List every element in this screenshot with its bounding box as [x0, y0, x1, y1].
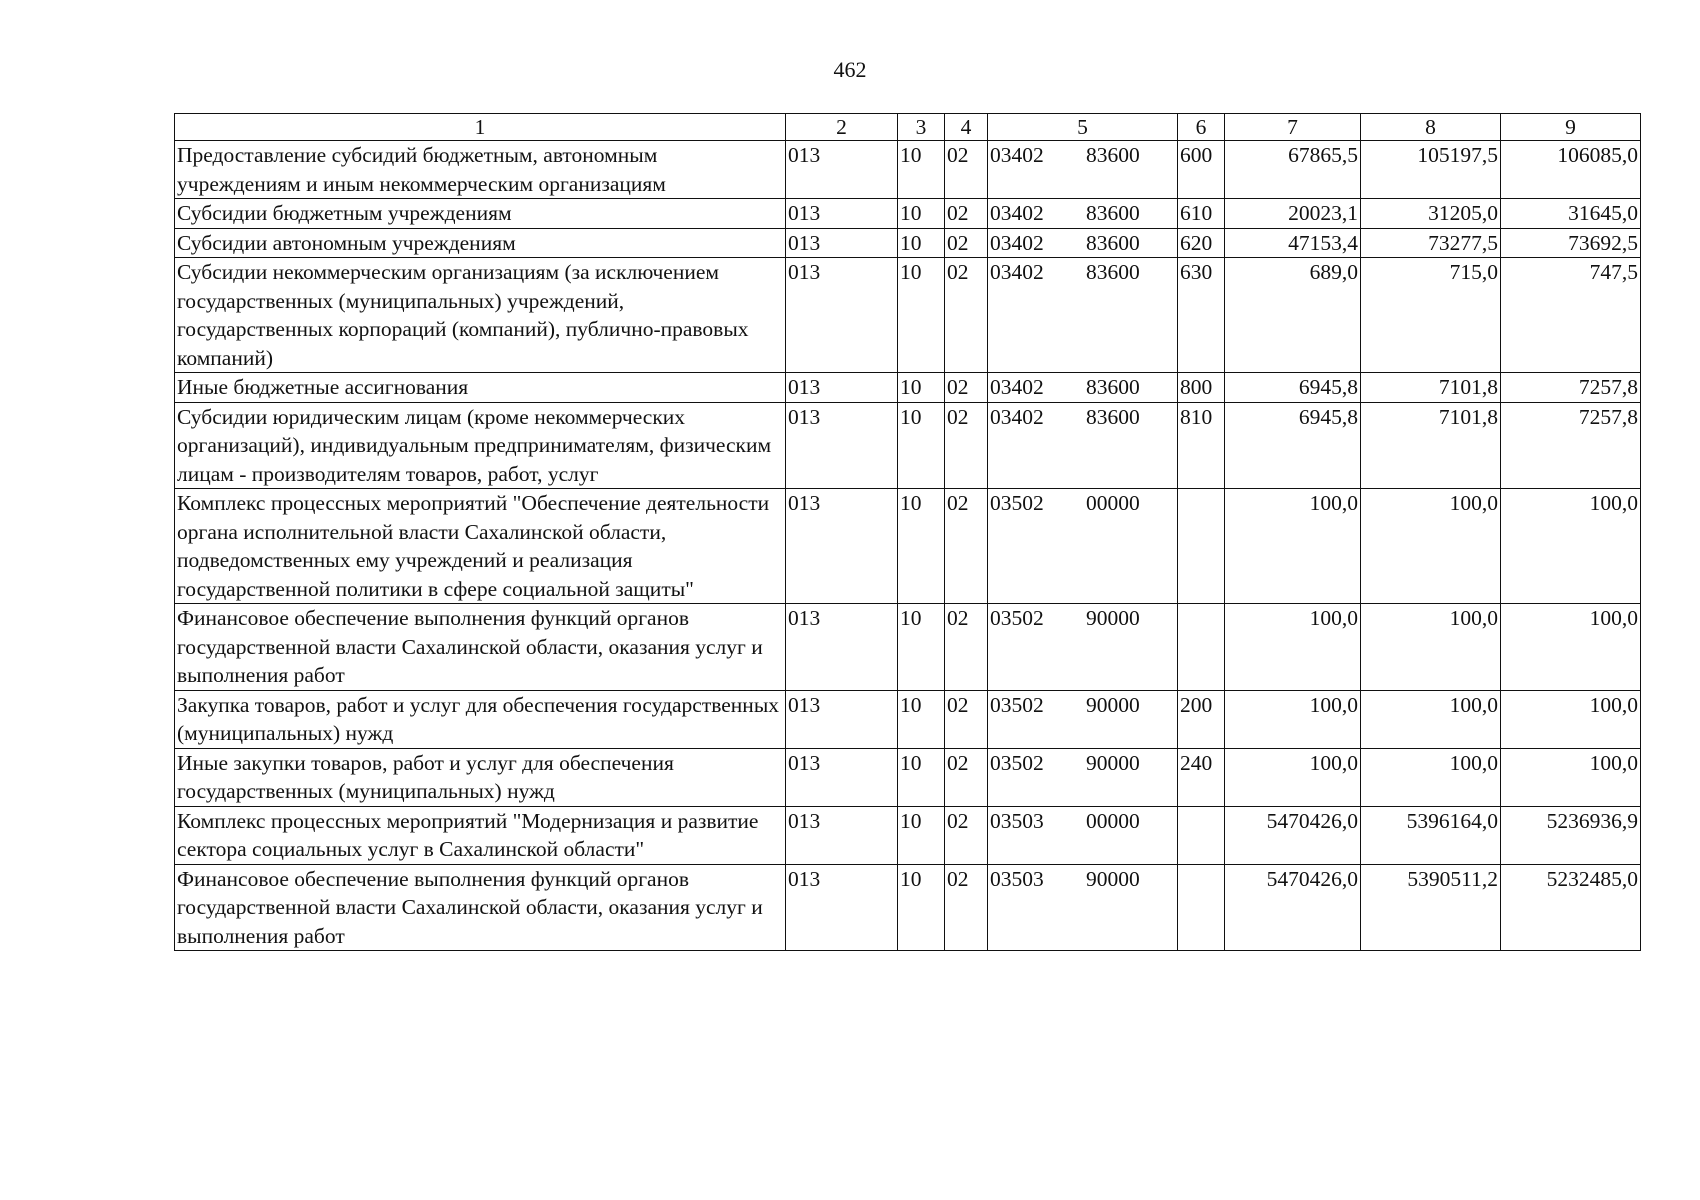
section-code: 10 — [898, 258, 945, 373]
target-article-code — [988, 141, 1178, 199]
table-row — [175, 258, 1641, 373]
row-name: Финансовое обеспечение выполнения функций органов государственной власти Сахалинской области, оказания услуг и выполнения работ — [175, 604, 786, 691]
section-code: 10 — [898, 748, 945, 806]
section-code: 10 — [898, 228, 945, 258]
amount-col7: 6945,8 — [1225, 373, 1361, 403]
target-article-code — [988, 806, 1178, 864]
section-code: 10 — [898, 864, 945, 951]
ministry-code: 013 — [786, 141, 898, 199]
expense-type-code: 810 — [1178, 402, 1225, 489]
section-code: 10 — [898, 373, 945, 403]
table-row — [175, 228, 1641, 258]
amount-col8: 100,0 — [1361, 690, 1501, 748]
expense-type-code — [1178, 864, 1225, 951]
table-row — [175, 141, 1641, 199]
row-name: Предоставление субсидий бюджетным, автономным учреждениям и иным некоммерческим организациям — [175, 141, 786, 199]
amount-col9: 7257,8 — [1501, 373, 1641, 403]
target-article-code — [988, 489, 1178, 604]
ministry-code: 013 — [786, 402, 898, 489]
section-code: 10 — [898, 690, 945, 748]
row-name: Иные закупки товаров, работ и услуг для обеспечения государственных (муниципальных) нужд — [175, 748, 786, 806]
expense-type-code: 200 — [1178, 690, 1225, 748]
column-header: 1 — [175, 114, 786, 141]
amount-col8: 73277,5 — [1361, 228, 1501, 258]
subsection-code: 02 — [945, 141, 988, 199]
ministry-code: 013 — [786, 258, 898, 373]
expense-type-code: 630 — [1178, 258, 1225, 373]
target-program-code: 03502 — [990, 491, 1044, 515]
table-row — [175, 199, 1641, 229]
target-direction-code: 90000 — [1086, 606, 1140, 630]
amount-col8: 715,0 — [1361, 258, 1501, 373]
target-program-code: 03402 — [990, 230, 1044, 255]
target-article-code — [988, 373, 1178, 403]
amount-col8: 31205,0 — [1361, 199, 1501, 229]
target-program-code: 03402 — [990, 375, 1044, 399]
page-number: 462 — [833, 57, 867, 82]
ministry-code: 013 — [786, 199, 898, 229]
target-program-code: 03503 — [990, 808, 1044, 833]
expense-type-code — [1178, 489, 1225, 604]
target-article-code — [988, 690, 1178, 748]
target-program-code: 03503 — [990, 866, 1044, 891]
subsection-code: 02 — [945, 373, 988, 403]
target-direction-code: 83600 — [1086, 260, 1140, 284]
amount-col9: 7257,8 — [1501, 402, 1641, 489]
table-row — [175, 864, 1641, 951]
target-article-code — [988, 199, 1178, 229]
target-article-code — [988, 748, 1178, 806]
table-row — [175, 748, 1641, 806]
amount-col9: 73692,5 — [1501, 228, 1641, 258]
target-program-code: 03502 — [990, 750, 1044, 775]
target-direction-code: 83600 — [1086, 201, 1140, 225]
subsection-code: 02 — [945, 228, 988, 258]
column-header: 4 — [945, 114, 988, 141]
amount-col8: 5396164,0 — [1361, 806, 1501, 864]
expense-type-code: 600 — [1178, 141, 1225, 199]
subsection-code: 02 — [945, 199, 988, 229]
target-program-code: 03402 — [990, 404, 1044, 429]
amount-col7: 100,0 — [1225, 748, 1361, 806]
subsection-code: 02 — [945, 864, 988, 951]
column-header: 3 — [898, 114, 945, 141]
amount-col7: 67865,5 — [1225, 141, 1361, 199]
target-direction-code: 90000 — [1086, 692, 1140, 717]
expense-type-code: 620 — [1178, 228, 1225, 258]
row-name: Субсидии некоммерческим организациям (за исключением государственных (муниципальных) учреждений, государственных корпораций (компаний), публично-правовых компаний) — [175, 258, 786, 373]
subsection-code: 02 — [945, 748, 988, 806]
ministry-code: 013 — [786, 228, 898, 258]
amount-col8: 100,0 — [1361, 489, 1501, 604]
amount-col9: 31645,0 — [1501, 199, 1641, 229]
amount-col9: 106085,0 — [1501, 141, 1641, 199]
ministry-code: 013 — [786, 864, 898, 951]
amount-col9: 100,0 — [1501, 489, 1641, 604]
amount-col8: 7101,8 — [1361, 373, 1501, 403]
ministry-code: 013 — [786, 748, 898, 806]
subsection-code: 02 — [945, 604, 988, 691]
column-header: 9 — [1501, 114, 1641, 141]
column-header: 6 — [1178, 114, 1225, 141]
target-direction-code: 00000 — [1086, 808, 1140, 833]
expense-type-code — [1178, 806, 1225, 864]
header-row — [175, 114, 1641, 141]
row-name: Закупка товаров, работ и услуг для обеспечения государственных (муниципальных) нужд — [175, 690, 786, 748]
budget-table — [174, 113, 1641, 951]
amount-col8: 105197,5 — [1361, 141, 1501, 199]
subsection-code: 02 — [945, 489, 988, 604]
target-article-code — [988, 864, 1178, 951]
table-row — [175, 489, 1641, 604]
target-program-code: 03402 — [990, 143, 1044, 167]
amount-col8: 100,0 — [1361, 604, 1501, 691]
amount-col7: 100,0 — [1225, 690, 1361, 748]
expense-type-code: 800 — [1178, 373, 1225, 403]
amount-col7: 5470426,0 — [1225, 864, 1361, 951]
table-body — [175, 141, 1641, 951]
ministry-code: 013 — [786, 806, 898, 864]
target-program-code: 03502 — [990, 692, 1044, 717]
target-direction-code: 83600 — [1086, 375, 1140, 399]
target-article-code — [988, 258, 1178, 373]
column-header: 7 — [1225, 114, 1361, 141]
amount-col7: 47153,4 — [1225, 228, 1361, 258]
target-direction-code: 83600 — [1086, 230, 1140, 255]
amount-col8: 100,0 — [1361, 748, 1501, 806]
target-direction-code: 90000 — [1086, 750, 1140, 775]
subsection-code: 02 — [945, 690, 988, 748]
subsection-code: 02 — [945, 402, 988, 489]
expense-type-code — [1178, 604, 1225, 691]
row-name: Субсидии автономным учреждениям — [175, 228, 786, 258]
target-program-code: 03402 — [990, 260, 1044, 284]
amount-col8: 7101,8 — [1361, 402, 1501, 489]
ministry-code: 013 — [786, 489, 898, 604]
target-program-code: 03502 — [990, 606, 1044, 630]
table-row — [175, 604, 1641, 691]
section-code: 10 — [898, 141, 945, 199]
amount-col7: 5470426,0 — [1225, 806, 1361, 864]
row-name: Субсидии юридическим лицам (кроме некоммерческих организаций), индивидуальным предпринимателям, физическим лицам - производителям товаров, работ, услуг — [175, 402, 786, 489]
section-code: 10 — [898, 604, 945, 691]
target-article-code — [988, 604, 1178, 691]
section-code: 10 — [898, 199, 945, 229]
amount-col9: 5232485,0 — [1501, 864, 1641, 951]
amount-col9: 100,0 — [1501, 604, 1641, 691]
column-header: 5 — [988, 114, 1178, 141]
target-direction-code: 83600 — [1086, 143, 1140, 167]
amount-col7: 689,0 — [1225, 258, 1361, 373]
target-direction-code: 00000 — [1086, 491, 1140, 515]
table-row — [175, 402, 1641, 489]
target-article-code — [988, 228, 1178, 258]
row-name: Комплекс процессных мероприятий "Обеспечение деятельности органа исполнительной власти Сахалинской области, подведомственных ему учреждений и реализация государственной политики в сфере социальной защиты" — [175, 489, 786, 604]
section-code: 10 — [898, 402, 945, 489]
amount-col7: 6945,8 — [1225, 402, 1361, 489]
expense-type-code: 610 — [1178, 199, 1225, 229]
amount-col9: 100,0 — [1501, 748, 1641, 806]
amount-col7: 100,0 — [1225, 489, 1361, 604]
target-article-code — [988, 402, 1178, 489]
row-name: Субсидии бюджетным учреждениям — [175, 199, 786, 229]
section-code: 10 — [898, 806, 945, 864]
target-direction-code: 83600 — [1086, 404, 1140, 429]
table-row — [175, 806, 1641, 864]
subsection-code: 02 — [945, 258, 988, 373]
ministry-code: 013 — [786, 690, 898, 748]
amount-col9: 5236936,9 — [1501, 806, 1641, 864]
amount-col7: 100,0 — [1225, 604, 1361, 691]
ministry-code: 013 — [786, 604, 898, 691]
ministry-code: 013 — [786, 373, 898, 403]
column-header: 8 — [1361, 114, 1501, 141]
target-direction-code: 90000 — [1086, 866, 1140, 891]
amount-col8: 5390511,2 — [1361, 864, 1501, 951]
amount-col7: 20023,1 — [1225, 199, 1361, 229]
row-name: Финансовое обеспечение выполнения функций органов государственной власти Сахалинской области, оказания услуг и выполнения работ — [175, 864, 786, 951]
expense-type-code: 240 — [1178, 748, 1225, 806]
column-header: 2 — [786, 114, 898, 141]
table-row — [175, 690, 1641, 748]
amount-col9: 747,5 — [1501, 258, 1641, 373]
section-code: 10 — [898, 489, 945, 604]
row-name: Иные бюджетные ассигнования — [175, 373, 786, 403]
table-row — [175, 373, 1641, 403]
row-name: Комплекс процессных мероприятий "Модернизация и развитие сектора социальных услуг в Сахалинской области" — [175, 806, 786, 864]
amount-col9: 100,0 — [1501, 690, 1641, 748]
subsection-code: 02 — [945, 806, 988, 864]
target-program-code: 03402 — [990, 201, 1044, 225]
